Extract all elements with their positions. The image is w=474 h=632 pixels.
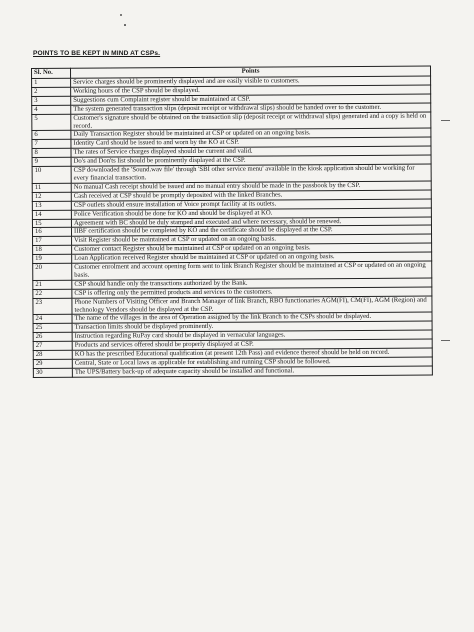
row-point-text: IIBF certification should be completed by KO and the certificate should be displayed at the CSP.	[71, 225, 431, 236]
row-serial-number: 29	[33, 359, 72, 368]
row-serial-number: 15	[32, 219, 71, 228]
row-serial-number: 11	[32, 183, 71, 192]
row-point-text: CSP is offering only the permitted products and services to the customers.	[72, 287, 432, 298]
row-point-text: CSP outlets should ensure installation of Voice prompt facility at its outlets.	[71, 199, 431, 210]
row-point-text: CSP downloaded the 'Sound.wav file' through 'SBI other service menu' available in the kiosk application should be working for every financial transaction.	[71, 164, 431, 183]
points-table	[31, 66, 433, 378]
scan-speck	[124, 24, 126, 26]
row-serial-number: 21	[33, 280, 72, 289]
row-serial-number: 9	[32, 157, 71, 166]
row-serial-number: 28	[33, 350, 72, 359]
column-header-points: Points	[71, 66, 431, 78]
page-heading: POINTS TO BE KEPT IN MIND AT CSPs.	[33, 50, 161, 57]
row-point-text: Phone Numbers of Visiting Officer and Branch Manager of link Branch, RBO functionaries AGM(FI), CM(FI), AGM (Region) and technology Vendors should be displayed at the CSP.	[72, 296, 432, 315]
row-point-text: The system generated transaction slips (deposit receipt or withdrawal slips) should be handed over to the customer.	[71, 103, 431, 114]
margin-mark	[441, 120, 450, 121]
scan-speck	[120, 14, 122, 16]
row-point-text: Loan Application received Register should be maintained at CSP or updated on an ongoing basis.	[72, 252, 432, 263]
row-serial-number: 19	[33, 254, 72, 263]
column-header-sl-no: Sl. No.	[32, 68, 71, 78]
row-serial-number: 23	[33, 298, 72, 315]
row-point-text: Cash received at CSP should be promptly deposited with the linked Branches.	[71, 190, 431, 201]
row-serial-number: 16	[32, 228, 71, 237]
row-point-text: Customer contact Register should be maintained at CSP or updated on an ongoing basis.	[72, 243, 432, 254]
row-serial-number: 24	[33, 315, 72, 324]
row-serial-number: 3	[32, 96, 71, 105]
row-point-text: Products and services offered should be properly displayed at CSP.	[72, 339, 432, 350]
row-serial-number: 20	[33, 263, 72, 280]
row-point-text: Working hours of the CSP should be displayed.	[71, 85, 431, 96]
row-serial-number: 5	[32, 114, 71, 131]
row-point-text: Visit Register should be maintained at CSP or updated on an ongoing basis.	[72, 234, 432, 245]
row-serial-number: 13	[32, 201, 71, 210]
row-point-text: The name of the villages in the area of Operation assigned by the link Branch to the CSPs should be displayed.	[72, 313, 432, 324]
row-point-text: Customer's signature should be obtained on the transaction slip (deposit receipt or withdrawal slips) generated and a copy is held on record.	[71, 112, 431, 131]
margin-mark	[441, 340, 450, 341]
row-point-text: No manual Cash receipt should be issued and no manual entry should be made in the passbook by the CSP.	[71, 181, 431, 192]
row-serial-number: 1	[32, 78, 71, 87]
row-point-text: KO has the prescribed Educational qualification (at present 12th Pass) and evidence thereof should be held on record.	[72, 348, 432, 359]
row-point-text: Customer enrolment and account opening form sent to link Branch Register should be maintained at CSP or updated on an ongoing basis.	[72, 261, 432, 280]
table-row	[33, 366, 432, 377]
row-point-text: Service charges should be prominently displayed and are easily visible to customers.	[71, 76, 431, 87]
row-point-text: The rates of Service charges displayed should be current and valid.	[71, 146, 431, 157]
row-point-text: Central, State or Local laws as applicable for establishing and running CSP should be followed.	[72, 357, 432, 368]
row-serial-number: 7	[32, 140, 71, 149]
row-serial-number: 26	[33, 333, 72, 342]
row-serial-number: 14	[32, 210, 71, 219]
row-serial-number: 10	[32, 166, 71, 183]
row-serial-number: 12	[32, 192, 71, 201]
row-point-text: Instruction regarding RuPay card should be displayed in vernacular languages.	[72, 330, 432, 341]
row-point-text: Daily Transaction Register should be maintained at CSP or updated on an ongoing basis.	[71, 128, 431, 139]
row-point-text: Suggestions cum Complaint register should be maintained at CSP.	[71, 94, 431, 105]
row-serial-number: 18	[33, 245, 72, 254]
row-serial-number: 17	[33, 237, 72, 246]
row-serial-number: 30	[33, 368, 72, 377]
row-point-text: Agreement with BC should be duly stamped and executed and where necessary, should be renewed.	[71, 217, 431, 228]
row-serial-number: 4	[32, 105, 71, 114]
row-point-text: Transaction limits should be displayed prominently.	[72, 321, 432, 332]
row-point-text: CSP should handle only the transactions authorized by the Bank.	[72, 278, 432, 289]
row-serial-number: 22	[33, 289, 72, 298]
table-body	[32, 76, 433, 377]
row-point-text: Police Verification should be done for KO and should be displayed at KO.	[71, 208, 431, 219]
row-serial-number: 25	[33, 324, 72, 333]
row-serial-number: 2	[32, 87, 71, 96]
row-serial-number: 6	[32, 131, 71, 140]
row-point-text: Do's and Don'ts list should be prominently displayed at the CSP.	[71, 155, 431, 166]
row-serial-number: 27	[33, 341, 72, 350]
row-point-text: The UPS/Battery back-up of adequate capacity should be installed and functional.	[72, 366, 432, 377]
row-serial-number: 8	[32, 149, 71, 158]
row-point-text: Identity Card should be issued to and worn by the KO at CSP.	[71, 137, 431, 148]
